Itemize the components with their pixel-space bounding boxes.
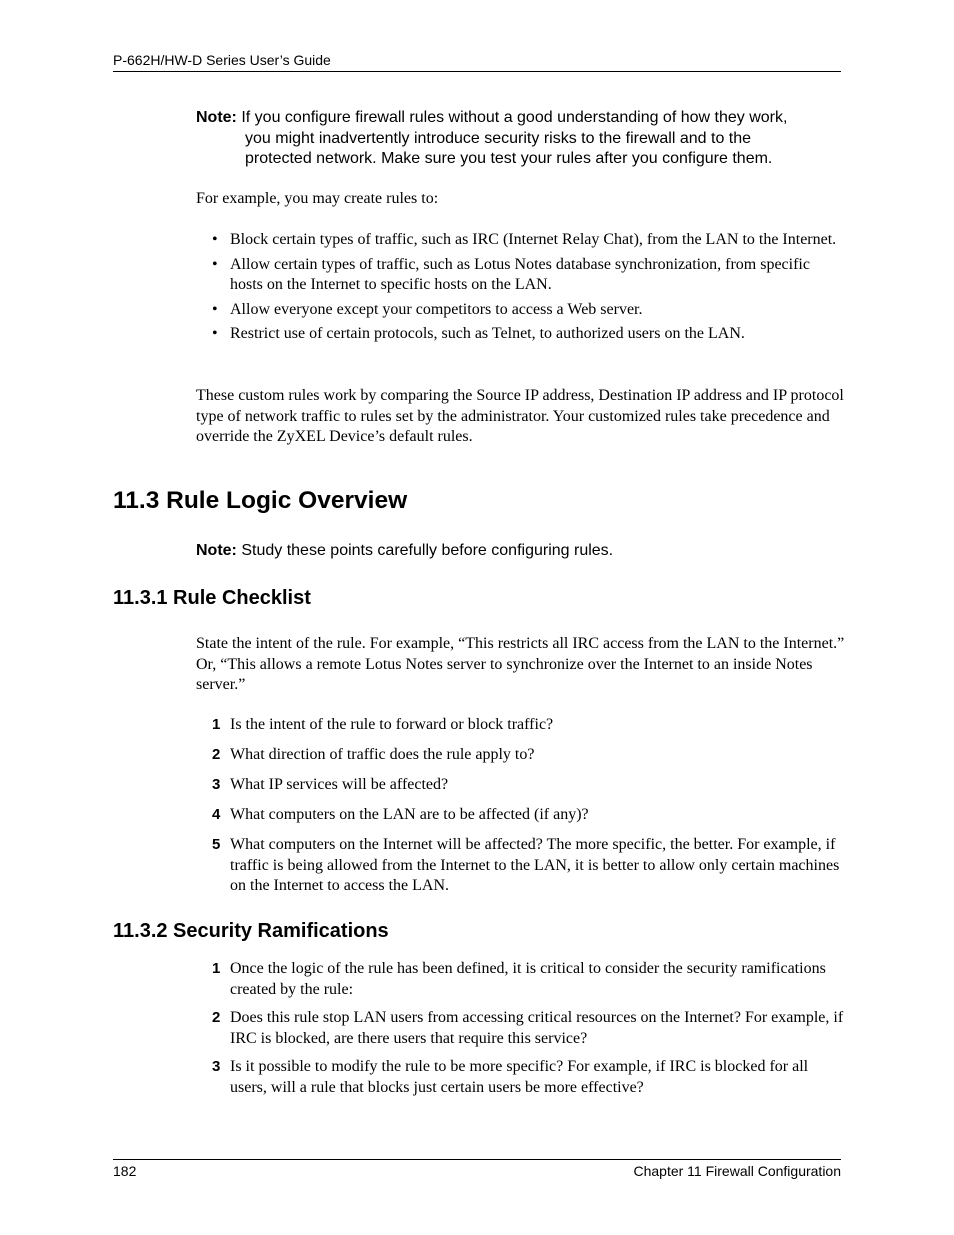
note-text: Study these points carefully before configuring rules. (241, 542, 614, 559)
list-item: 5 What computers on the Internet will be affected? The more specific, the better. For example, if traffic is being allowed from the Internet to the LAN, it is better to allow only certain machines on the Internet to access the LAN. (212, 836, 840, 894)
chapter-title: Chapter 11 Firewall Configuration (633, 1163, 841, 1179)
note-study-points (196, 541, 836, 562)
page-number: 182 (113, 1163, 137, 1179)
list-item: • Block certain types of traffic, such as IRC (Internet Relay Chat), from the LAN to the Internet. (196, 230, 846, 251)
bullet-icon: • (212, 300, 218, 318)
item-number: 1 (212, 716, 221, 733)
example-rule-list (196, 230, 846, 345)
item-number: 3 (212, 1058, 221, 1075)
item-number: 2 (212, 1009, 221, 1026)
item-number: 3 (212, 776, 221, 793)
note-line-3: protected network. Make sure you test your rules after you configure them. (245, 150, 773, 167)
list-item: 2 What direction of traffic does the rule apply to? (196, 745, 846, 766)
list-item: • Restrict use of certain protocols, such as Telnet, to authorized users on the LAN. (196, 324, 846, 345)
intro-paragraph: For example, you may create rules to: (196, 190, 439, 207)
list-item: 3 Is it possible to modify the rule to be more specific? For example, if IRC is blocked for all users, will a rule that blocks just certain users be more effective? (212, 1058, 809, 1096)
list-item: 1 Once the logic of the rule has been defined, it is critical to consider the security ramifications created by the rule: (212, 960, 826, 998)
item-number: 4 (212, 806, 221, 823)
note-label: Note: (196, 542, 237, 559)
security-ramifications-list (196, 959, 846, 1098)
running-header: P-662H/HW-D Series User’s Guide (113, 52, 331, 68)
header-rule (113, 71, 841, 72)
note-label: Note: (196, 109, 237, 126)
list-item: 3 What IP services will be affected? (196, 775, 846, 796)
custom-rules-paragraph: These custom rules work by comparing the Source IP address, Destination IP address and IP protocol type of network traffic to rules set by the administrator. Your customized rules take precedence and override the ZyXEL Device’s default rules. (196, 387, 844, 445)
item-number: 2 (212, 746, 221, 763)
bullet-icon: • (212, 325, 218, 342)
item-number: 5 (212, 836, 221, 853)
rule-checklist-intro: State the intent of the rule. For example, “This restricts all IRC access from the LAN to the Internet.” Or, “This allows a remote Lotus Notes server to synchronize over the Internet to an inside Notes server.” (196, 635, 845, 693)
rule-checklist-list (196, 715, 846, 897)
section-title-security-ramifications: 11.3.2 Security Ramifications (113, 920, 389, 942)
footer-rule (113, 1159, 841, 1160)
list-item: • Allow everyone except your competitors to access a Web server. (196, 300, 846, 321)
note-line-2: you might inadvertently introduce security risks to the firewall and to the (245, 129, 752, 147)
bullet-icon: • (212, 231, 218, 248)
list-item: 2 Does this rule stop LAN users from accessing critical resources on the Internet? For example, if IRC is blocked, are there users that require this service? (212, 1009, 844, 1047)
list-item: • Allow certain types of traffic, such as Lotus Notes database synchronization, from specific hosts on the Internet to specific hosts on the LAN. (212, 255, 810, 293)
section-title-rule-logic-overview: 11.3 Rule Logic Overview (113, 487, 408, 514)
note-firewall-warning (196, 108, 836, 170)
bullet-icon: • (212, 255, 218, 273)
list-item: 1 Is the intent of the rule to forward or block traffic? (196, 715, 846, 736)
section-title-rule-checklist: 11.3.1 Rule Checklist (113, 587, 311, 609)
list-item: 4 What computers on the LAN are to be affected (if any)? (196, 805, 846, 826)
note-line-1: If you configure firewall rules without a good understanding of how they work, (241, 109, 788, 126)
item-number: 1 (212, 960, 221, 977)
